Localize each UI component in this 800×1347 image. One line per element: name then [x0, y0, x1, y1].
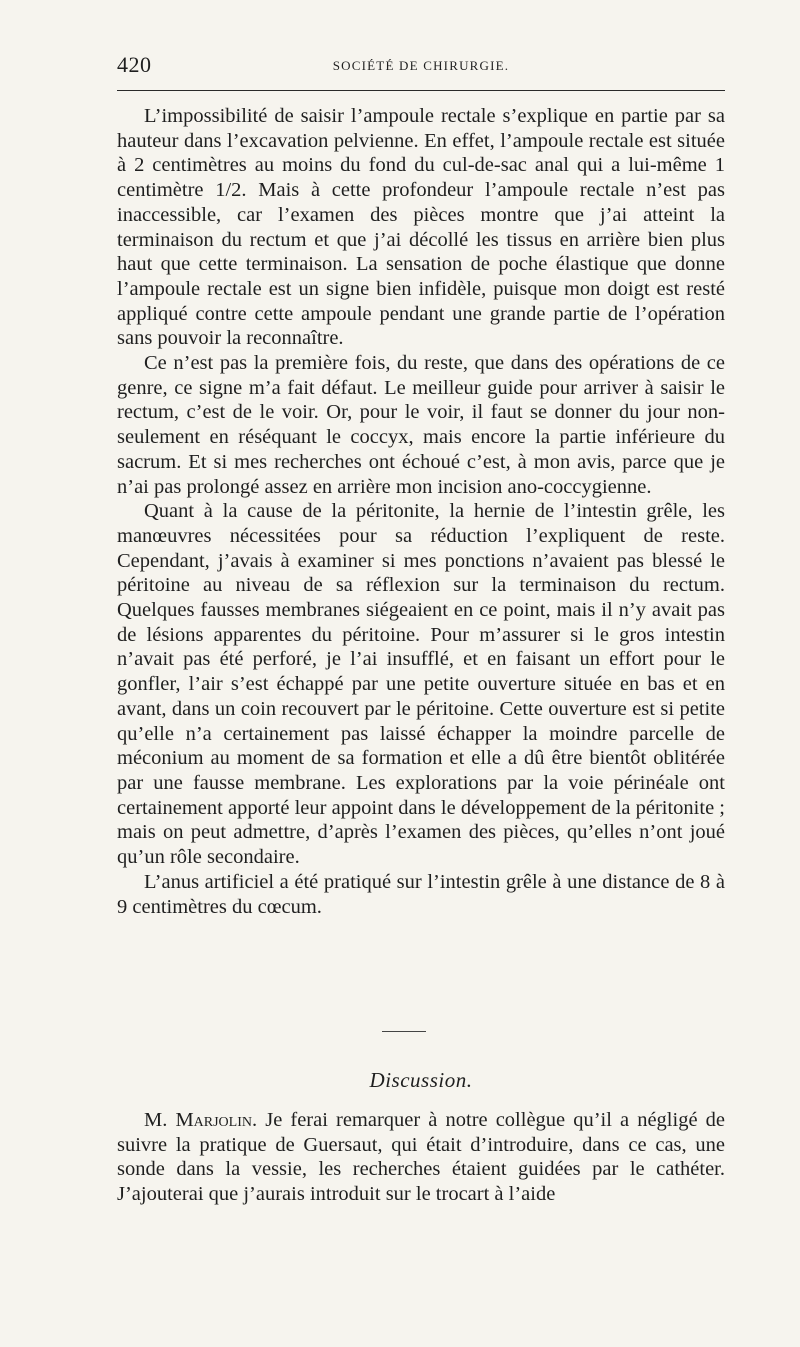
body-text — [117, 104, 725, 919]
section-title: Discussion. — [369, 1068, 473, 1092]
page-number: 420 — [117, 52, 152, 77]
paragraph: L’anus artificiel a été pratiqué sur l’intestin grêle à une distance de 8 à 9 centimètres du cœcum. — [117, 870, 725, 918]
running-title: SOCIÉTÉ DE CHIRURGIE. — [332, 58, 510, 73]
page-header — [117, 52, 725, 86]
section-separator — [382, 1031, 426, 1032]
speaker-name: M. Marjolin. — [144, 1109, 258, 1131]
paragraph: L’impossibilité de saisir l’ampoule rectale s’explique en partie par sa hauteur dans l’excavation pelvienne. En effet, l’ampoule rectale est située à 2 centimètres au moins du fond du cul-de-sac anal qui a lui-même 1 centimètre 1/2. Mais à cette profondeur l’ampoule rectale n’est pas inaccessible, car l’examen des pièces montre que j’ai atteint la terminaison du rectum et que j’ai décollé les tissus en arrière bien plus haut que cette terminaison. La sensation de poche élastique que donne l’ampoule rectale est un signe bien infidèle, puisque mon doigt est resté appliqué contre cette ampoule pendant une grande partie de l’opération sans pouvoir la reconnaître. — [117, 105, 725, 350]
paragraph: Quant à la cause de la péritonite, la hernie de l’intestin grêle, les manœuvres nécessitées pour sa réduction l’expliquent de reste. Cependant, j’avais à examiner si mes ponctions n’avaient pas blessé le péritoine au niveau de sa réflexion sur la terminaison du rectum. Quelques fausses membranes siégeaient en ce point, mais il n’y avait pas de lésions apparentes du péritoine. Pour m’assurer si le gros intestin n’avait pas été perforé, je l’ai insufflé, et en faisant un effort pour le gonfler, l’air s’est échappé par une petite ouverture située en bas et en avant, dans un coin recouvert par le péritoine. Cette ouverture est si petite qu’elle n’a certainement pas laissé échapper la moindre parcelle de méconium au moment de sa formation et elle a dû être bientôt oblitérée par une fausse membrane. Les explorations par la voie périnéale ont certainement apporté leur appoint dans le développement de la péritonite ; mais on peut admettre, d’après l’examen des pièces, qu’elles n’ont joué qu’un rôle secondaire. — [117, 500, 725, 869]
discussion-paragraph — [117, 1108, 725, 1207]
discussion-body: Je ferai remarquer à notre collègue qu’il a négligé de suivre la pratique de Guersaut, qui était d’introduire, dans ce cas, une sonde dans la vessie, les recherches étaient guidées par le cathéter. J’ajouterai que j’aurais introduit sur le trocart à l’aide — [117, 1109, 725, 1206]
discussion-text — [117, 1108, 725, 1207]
header-rule — [117, 90, 725, 91]
paragraph: Ce n’est pas la première fois, du reste, que dans des opérations de ce genre, ce signe m’a fait défaut. Le meilleur guide pour arriver à saisir le rectum, c’est de le voir. Or, pour le voir, il faut se donner du jour non-seulement en réséquant le coccyx, mais encore la partie inférieure du sacrum. Et si mes recherches ont échoué c’est, à mon avis, parce que je n’ai pas prolongé assez en arrière mon incision ano-coccygienne. — [117, 352, 725, 498]
